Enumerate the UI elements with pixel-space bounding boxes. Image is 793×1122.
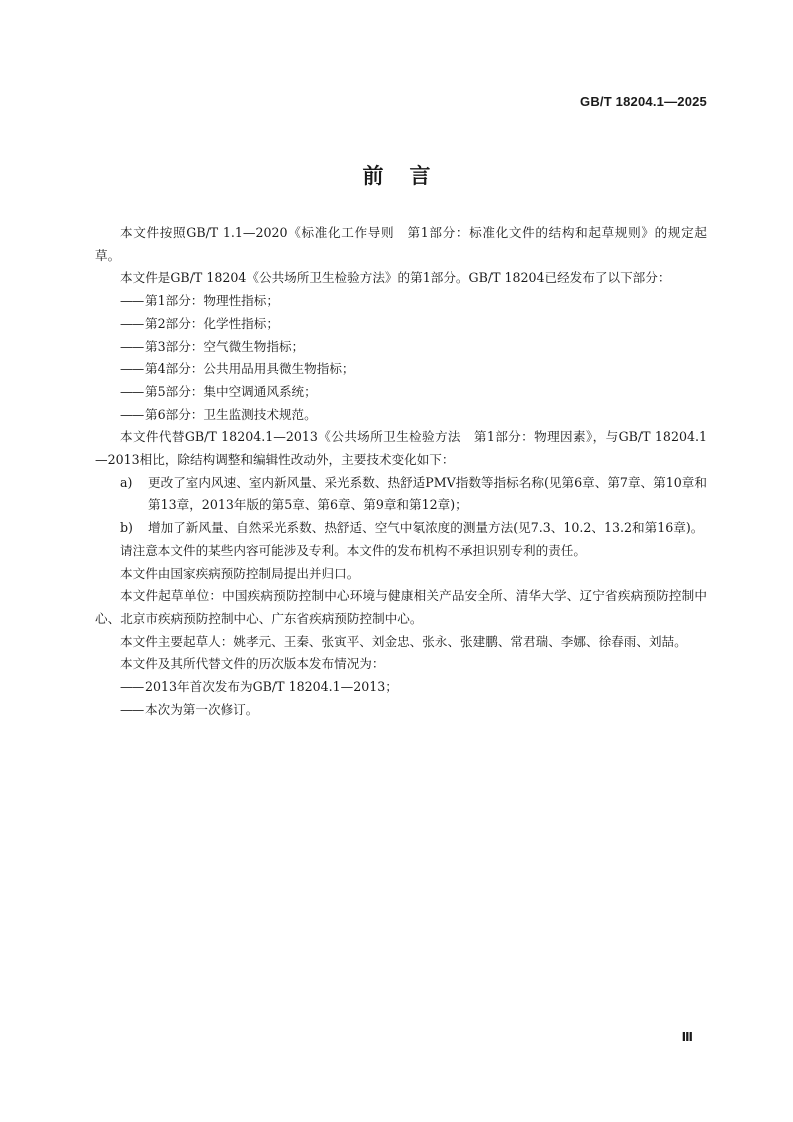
list-item [95,313,707,336]
list-item [95,472,707,517]
history-label: 本次为第一次修订。 [145,701,259,717]
paragraph-drafting-basis: 本文件按照GB/T 1.1—2020《标准化工作导则 第1部分：标准化文件的结构和起草规则》的规定起草。 [95,225,707,263]
change-text: 更改了室内风速、室内新风量、采光系数、热舒适PMV指数等指标名称(见第6章、第7章、第10章和第13章，2013年版的第5章、第6章、第9章和第12章)； [148,474,707,513]
paragraph-history-intro: 本文件及其所代替文件的历次版本发布情况为： [120,656,385,672]
paragraph-drafters: 本文件主要起草人：姚孝元、王秦、张寅平、刘金忠、张永、张建鹏、常君瑞、李娜、徐春雨、刘喆。 [120,633,687,649]
paragraph-patent-notice: 请注意本文件的某些内容可能涉及专利。本文件的发布机构不承担识别专利的责任。 [120,542,586,558]
dash-mark: —— [120,406,144,422]
list-item [95,381,707,404]
part-label: 第3部分：空气微生物指标； [145,338,305,354]
list-item [95,404,707,427]
dash-mark: —— [120,293,144,309]
document-body [95,222,707,721]
dash-mark: —— [120,679,144,695]
paragraph-drafting-units: 本文件起草单位：中国疾病预防控制中心环境与健康相关产品安全所、清华大学、辽宁省疾病预防控制中心、北京市疾病预防控制中心、广东省疾病预防控制中心。 [95,588,707,626]
change-text: 增加了新风量、自然采光系数、热舒适、空气中氡浓度的测量方法(见7.3、10.2、13.2和第16章)。 [148,520,704,536]
dash-mark: —— [120,383,144,399]
paragraph-replacement: 本文件代替GB/T 18204.1—2013《公共场所卫生检验方法 第1部分：物理因素》，与GB/T 18204.1—2013相比，除结构调整和编辑性改动外，主要技术变化如下： [95,429,707,468]
list-item [95,336,707,359]
part-label: 第2部分：化学性指标； [145,315,279,331]
list-item [95,699,707,722]
list-item [95,290,707,313]
dash-mark: —— [120,361,144,377]
list-marker: a) [120,474,133,490]
paragraph-proposer: 本文件由国家疾病预防控制局提出并归口。 [120,565,360,581]
page-title: 前言 [362,164,457,188]
dash-mark: —— [120,701,144,717]
page-number: Ⅲ [681,1030,693,1044]
history-label: 2013年首次发布为GB/T 18204.1—2013； [145,679,398,695]
part-label: 第4部分：公共用品用具微生物指标； [145,361,355,377]
part-label: 第1部分：物理性指标； [145,293,279,309]
paragraph-series-intro: 本文件是GB/T 18204《公共场所卫生检验方法》的第1部分。GB/T 18204已经发布了以下部分： [120,270,671,286]
part-label: 第5部分：集中空调通风系统； [145,383,317,399]
part-label: 第6部分：卫生监测技术规范。 [145,406,317,422]
dash-mark: —— [120,338,144,354]
list-item [95,517,707,540]
list-item [95,358,707,381]
list-item [95,676,707,699]
dash-mark: —— [120,315,144,331]
header-standard-code: GB/T 18204.1—2025 [580,94,707,109]
list-marker: b) [120,520,133,536]
